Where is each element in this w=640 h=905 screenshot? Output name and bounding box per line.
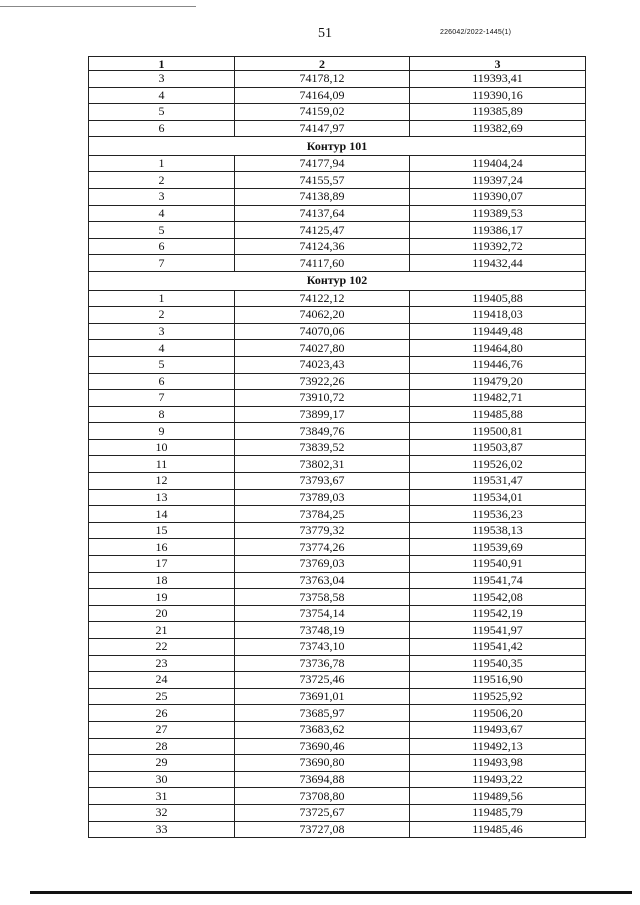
x-coordinate-cell: 74164,09 [235,87,410,104]
point-number-cell: 25 [89,688,235,705]
point-number-cell: 15 [89,522,235,539]
x-coordinate-cell: 73779,32 [235,522,410,539]
x-coordinate-cell: 73725,67 [235,804,410,821]
table-row [89,821,586,838]
y-coordinate-cell: 119390,16 [410,87,586,104]
point-number-cell: 11 [89,456,235,473]
point-number-cell: 16 [89,539,235,556]
y-coordinate-cell: 119541,42 [410,639,586,656]
x-coordinate-cell: 74137,64 [235,205,410,222]
x-coordinate-cell: 74023,43 [235,356,410,373]
point-number-cell: 32 [89,804,235,821]
section-heading: Контур 102 [89,272,586,291]
table-row [89,104,586,121]
x-coordinate-cell: 73690,80 [235,755,410,772]
table-row [89,205,586,222]
x-coordinate-cell: 73754,14 [235,605,410,622]
x-coordinate-cell: 73743,10 [235,639,410,656]
page-number: 51 [318,26,332,41]
y-coordinate-cell: 119485,88 [410,406,586,423]
y-coordinate-cell: 119485,46 [410,821,586,838]
y-coordinate-cell: 119500,81 [410,423,586,440]
table-row [89,189,586,206]
point-number-cell: 12 [89,473,235,490]
column-header-3: 3 [410,57,586,71]
y-coordinate-cell: 119382,69 [410,120,586,137]
x-coordinate-cell: 74125,47 [235,222,410,239]
table-row [89,473,586,490]
point-number-cell: 5 [89,222,235,239]
x-coordinate-cell: 73725,46 [235,672,410,689]
x-coordinate-cell: 73763,04 [235,572,410,589]
point-number-cell: 29 [89,755,235,772]
point-number-cell: 22 [89,639,235,656]
point-number-cell: 9 [89,423,235,440]
y-coordinate-cell: 119432,44 [410,255,586,272]
point-number-cell: 5 [89,356,235,373]
point-number-cell: 5 [89,104,235,121]
point-number-cell: 33 [89,821,235,838]
x-coordinate-cell: 73748,19 [235,622,410,639]
table-row [89,804,586,821]
table-row [89,406,586,423]
point-number-cell: 1 [89,290,235,307]
x-coordinate-cell: 73708,80 [235,788,410,805]
point-number-cell: 4 [89,205,235,222]
point-number-cell: 17 [89,556,235,573]
table-row [89,290,586,307]
point-number-cell: 28 [89,738,235,755]
x-coordinate-cell: 74027,80 [235,340,410,357]
x-coordinate-cell: 73793,67 [235,473,410,490]
table-row [89,522,586,539]
point-number-cell: 8 [89,406,235,423]
point-number-cell: 21 [89,622,235,639]
y-coordinate-cell: 119531,47 [410,473,586,490]
y-coordinate-cell: 119541,97 [410,622,586,639]
table-row [89,423,586,440]
y-coordinate-cell: 119485,79 [410,804,586,821]
x-coordinate-cell: 73685,97 [235,705,410,722]
x-coordinate-cell: 73774,26 [235,539,410,556]
y-coordinate-cell: 119418,03 [410,307,586,324]
x-coordinate-cell: 74138,89 [235,189,410,206]
table-row [89,622,586,639]
table-row [89,307,586,324]
y-coordinate-cell: 119390,07 [410,189,586,206]
table-row [89,172,586,189]
x-coordinate-cell: 73899,17 [235,406,410,423]
x-coordinate-cell: 74155,57 [235,172,410,189]
x-coordinate-cell: 73784,25 [235,506,410,523]
point-number-cell: 13 [89,489,235,506]
x-coordinate-cell: 73849,76 [235,423,410,440]
x-coordinate-cell: 73839,52 [235,439,410,456]
y-coordinate-cell: 119540,91 [410,556,586,573]
y-coordinate-cell: 119541,74 [410,572,586,589]
x-coordinate-cell: 74122,12 [235,290,410,307]
y-coordinate-cell: 119516,90 [410,672,586,689]
table-row [89,755,586,772]
table-row [89,721,586,738]
point-number-cell: 1 [89,155,235,172]
table-row [89,323,586,340]
point-number-cell: 3 [89,189,235,206]
y-coordinate-cell: 119536,23 [410,506,586,523]
y-coordinate-cell: 119492,13 [410,738,586,755]
table-row [89,489,586,506]
x-coordinate-cell: 73691,01 [235,688,410,705]
y-coordinate-cell: 119542,08 [410,589,586,606]
y-coordinate-cell: 119386,17 [410,222,586,239]
table-row [89,255,586,272]
point-number-cell: 30 [89,771,235,788]
point-number-cell: 14 [89,506,235,523]
point-number-cell: 6 [89,373,235,390]
point-number-cell: 7 [89,255,235,272]
x-coordinate-cell: 73789,03 [235,489,410,506]
table-row [89,556,586,573]
y-coordinate-cell: 119449,48 [410,323,586,340]
y-coordinate-cell: 119538,13 [410,522,586,539]
point-number-cell: 24 [89,672,235,689]
x-coordinate-cell: 73769,03 [235,556,410,573]
table-row [89,738,586,755]
table-header-row [89,57,586,71]
x-coordinate-cell: 74117,60 [235,255,410,272]
point-number-cell: 4 [89,87,235,104]
x-coordinate-cell: 74070,06 [235,323,410,340]
y-coordinate-cell: 119506,20 [410,705,586,722]
y-coordinate-cell: 119389,53 [410,205,586,222]
y-coordinate-cell: 119534,01 [410,489,586,506]
table-row [89,705,586,722]
y-coordinate-cell: 119385,89 [410,104,586,121]
y-coordinate-cell: 119542,19 [410,605,586,622]
y-coordinate-cell: 119482,71 [410,390,586,407]
top-rule [0,6,196,7]
y-coordinate-cell: 119404,24 [410,155,586,172]
point-number-cell: 6 [89,238,235,255]
section-heading: Контур 101 [89,137,586,156]
point-number-cell: 2 [89,307,235,324]
table-row [89,238,586,255]
table-row [89,87,586,104]
table-row [89,356,586,373]
x-coordinate-cell: 73802,31 [235,456,410,473]
bottom-rule [30,891,632,894]
x-coordinate-cell: 74159,02 [235,104,410,121]
table-row [89,589,586,606]
x-coordinate-cell: 74178,12 [235,71,410,88]
table-row [89,155,586,172]
table-row [89,572,586,589]
y-coordinate-cell: 119446,76 [410,356,586,373]
point-number-cell: 4 [89,340,235,357]
x-coordinate-cell: 74147,97 [235,120,410,137]
x-coordinate-cell: 73910,72 [235,390,410,407]
table-row [89,539,586,556]
table-row [89,439,586,456]
point-number-cell: 23 [89,655,235,672]
table-row [89,456,586,473]
table-row [89,71,586,88]
y-coordinate-cell: 119397,24 [410,172,586,189]
table-row [89,120,586,137]
table-row [89,672,586,689]
point-number-cell: 3 [89,323,235,340]
point-number-cell: 27 [89,721,235,738]
table-row [89,605,586,622]
document-code: 226042/2022-1445(1) [440,29,512,36]
y-coordinate-cell: 119479,20 [410,373,586,390]
y-coordinate-cell: 119392,72 [410,238,586,255]
point-number-cell: 2 [89,172,235,189]
y-coordinate-cell: 119464,80 [410,340,586,357]
y-coordinate-cell: 119489,56 [410,788,586,805]
y-coordinate-cell: 119540,35 [410,655,586,672]
point-number-cell: 20 [89,605,235,622]
point-number-cell: 26 [89,705,235,722]
x-coordinate-cell: 73690,46 [235,738,410,755]
point-number-cell: 31 [89,788,235,805]
x-coordinate-cell: 74062,20 [235,307,410,324]
point-number-cell: 19 [89,589,235,606]
y-coordinate-cell: 119493,67 [410,721,586,738]
y-coordinate-cell: 119493,98 [410,755,586,772]
x-coordinate-cell: 74124,36 [235,238,410,255]
table-row [89,788,586,805]
x-coordinate-cell: 73694,88 [235,771,410,788]
column-header-1: 1 [89,57,235,71]
table-body [89,71,586,838]
table-row [89,655,586,672]
point-number-cell: 18 [89,572,235,589]
table-row [89,340,586,357]
x-coordinate-cell: 73922,26 [235,373,410,390]
table-row [89,373,586,390]
y-coordinate-cell: 119526,02 [410,456,586,473]
table-row [89,222,586,239]
y-coordinate-cell: 119503,87 [410,439,586,456]
table-row [89,771,586,788]
x-coordinate-cell: 73683,62 [235,721,410,738]
point-number-cell: 3 [89,71,235,88]
x-coordinate-cell: 74177,94 [235,155,410,172]
point-number-cell: 6 [89,120,235,137]
table-row [89,506,586,523]
x-coordinate-cell: 73727,08 [235,821,410,838]
x-coordinate-cell: 73758,58 [235,589,410,606]
y-coordinate-cell: 119393,41 [410,71,586,88]
column-header-2: 2 [235,57,410,71]
y-coordinate-cell: 119525,92 [410,688,586,705]
point-number-cell: 7 [89,390,235,407]
y-coordinate-cell: 119539,69 [410,539,586,556]
table-row [89,688,586,705]
table-row [89,390,586,407]
x-coordinate-cell: 73736,78 [235,655,410,672]
y-coordinate-cell: 119405,88 [410,290,586,307]
point-number-cell: 10 [89,439,235,456]
section-heading-row [89,137,586,156]
table-row [89,639,586,656]
section-heading-row [89,272,586,291]
coordinates-table [88,56,586,838]
y-coordinate-cell: 119493,22 [410,771,586,788]
